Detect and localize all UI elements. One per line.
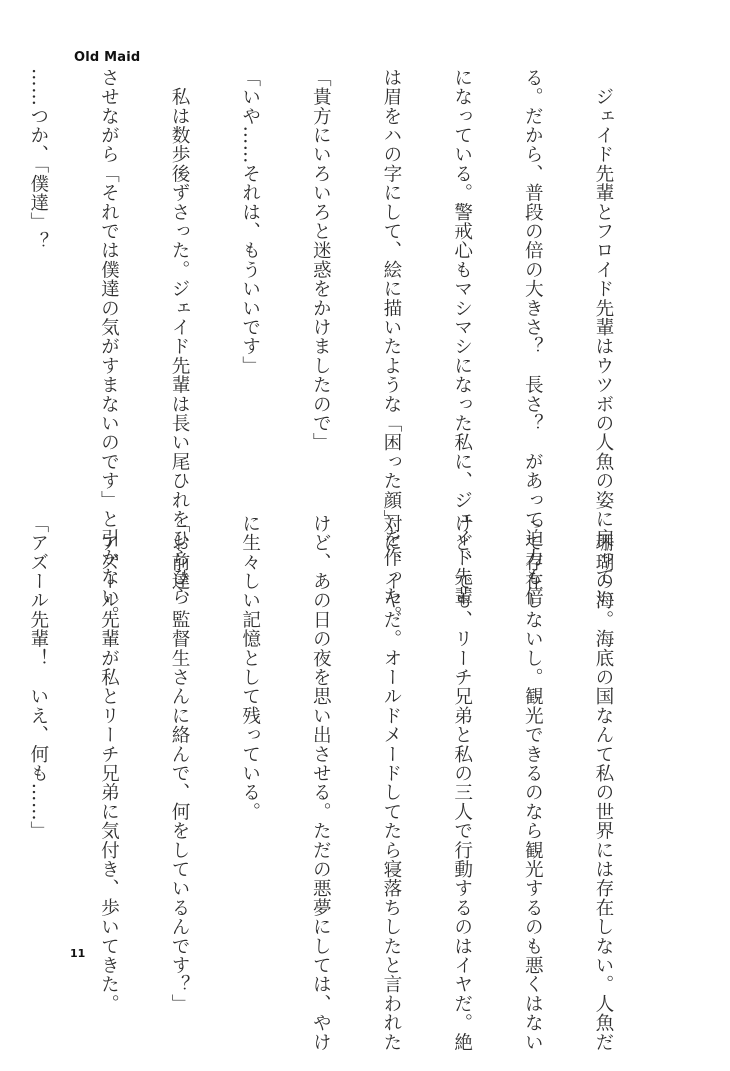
text-line: 「貴方にいろいろと迷惑をかけましたので」 bbox=[310, 68, 332, 452]
text-line: になっている。警戒心もマシマシになった私に、ジェイド先輩 bbox=[451, 68, 473, 606]
running-title: Old Maid bbox=[74, 50, 141, 65]
text-line: けど、あの日の夜を思い出させる。ただの悪夢にしては、やけ bbox=[310, 514, 332, 1052]
text-line: ジェイド先輩とフロイド先輩はウツボの人魚の姿に戻ってい bbox=[592, 68, 614, 606]
text-line: 私は数歩後ずさった。ジェイド先輩は長い尾ひれをひらひら bbox=[169, 68, 191, 606]
text-line: 珊瑚の海。海底の国なんて私の世界には存在しない。人魚だ bbox=[592, 514, 614, 1052]
text-line: させながら「それでは僕達の気がすまないのです」と引かない。 bbox=[98, 68, 120, 625]
text-line: る。だから、普段の倍の大きさ？ 長さ？ があって迫力も倍 bbox=[522, 68, 544, 606]
text-line: ……つか、「僕達」？ bbox=[27, 68, 49, 251]
text-line: 「いや……それは、もういいです」 bbox=[239, 68, 261, 376]
text-line: は眉をハの字にして、絵に描いたような「困った顔」を作った。 bbox=[380, 68, 402, 625]
text-line: に生々しい記憶として残っている。 bbox=[239, 514, 261, 822]
page-number: 11 bbox=[70, 947, 86, 960]
text-line: 「お前達、監督生さんに絡んで、何をしているんです？」 bbox=[169, 514, 191, 1014]
text-block-top bbox=[27, 68, 662, 625]
text-line: 対に、イヤだ。オールドメードしてたら寝落ちしたと言われた bbox=[380, 514, 402, 1052]
text-line: って存在しないし。観光できるのなら観光するのも悪くはない bbox=[522, 514, 544, 1052]
text-line: 「アズール先輩！ いえ、何も……」 bbox=[27, 514, 49, 841]
text-line: アズール先輩が私とリーチ兄弟に気付き、歩いてきた。 bbox=[98, 514, 120, 1014]
text-line: けど、でも、リーチ兄弟と私の三人で行動するのはイヤだ。絶 bbox=[451, 514, 473, 1052]
